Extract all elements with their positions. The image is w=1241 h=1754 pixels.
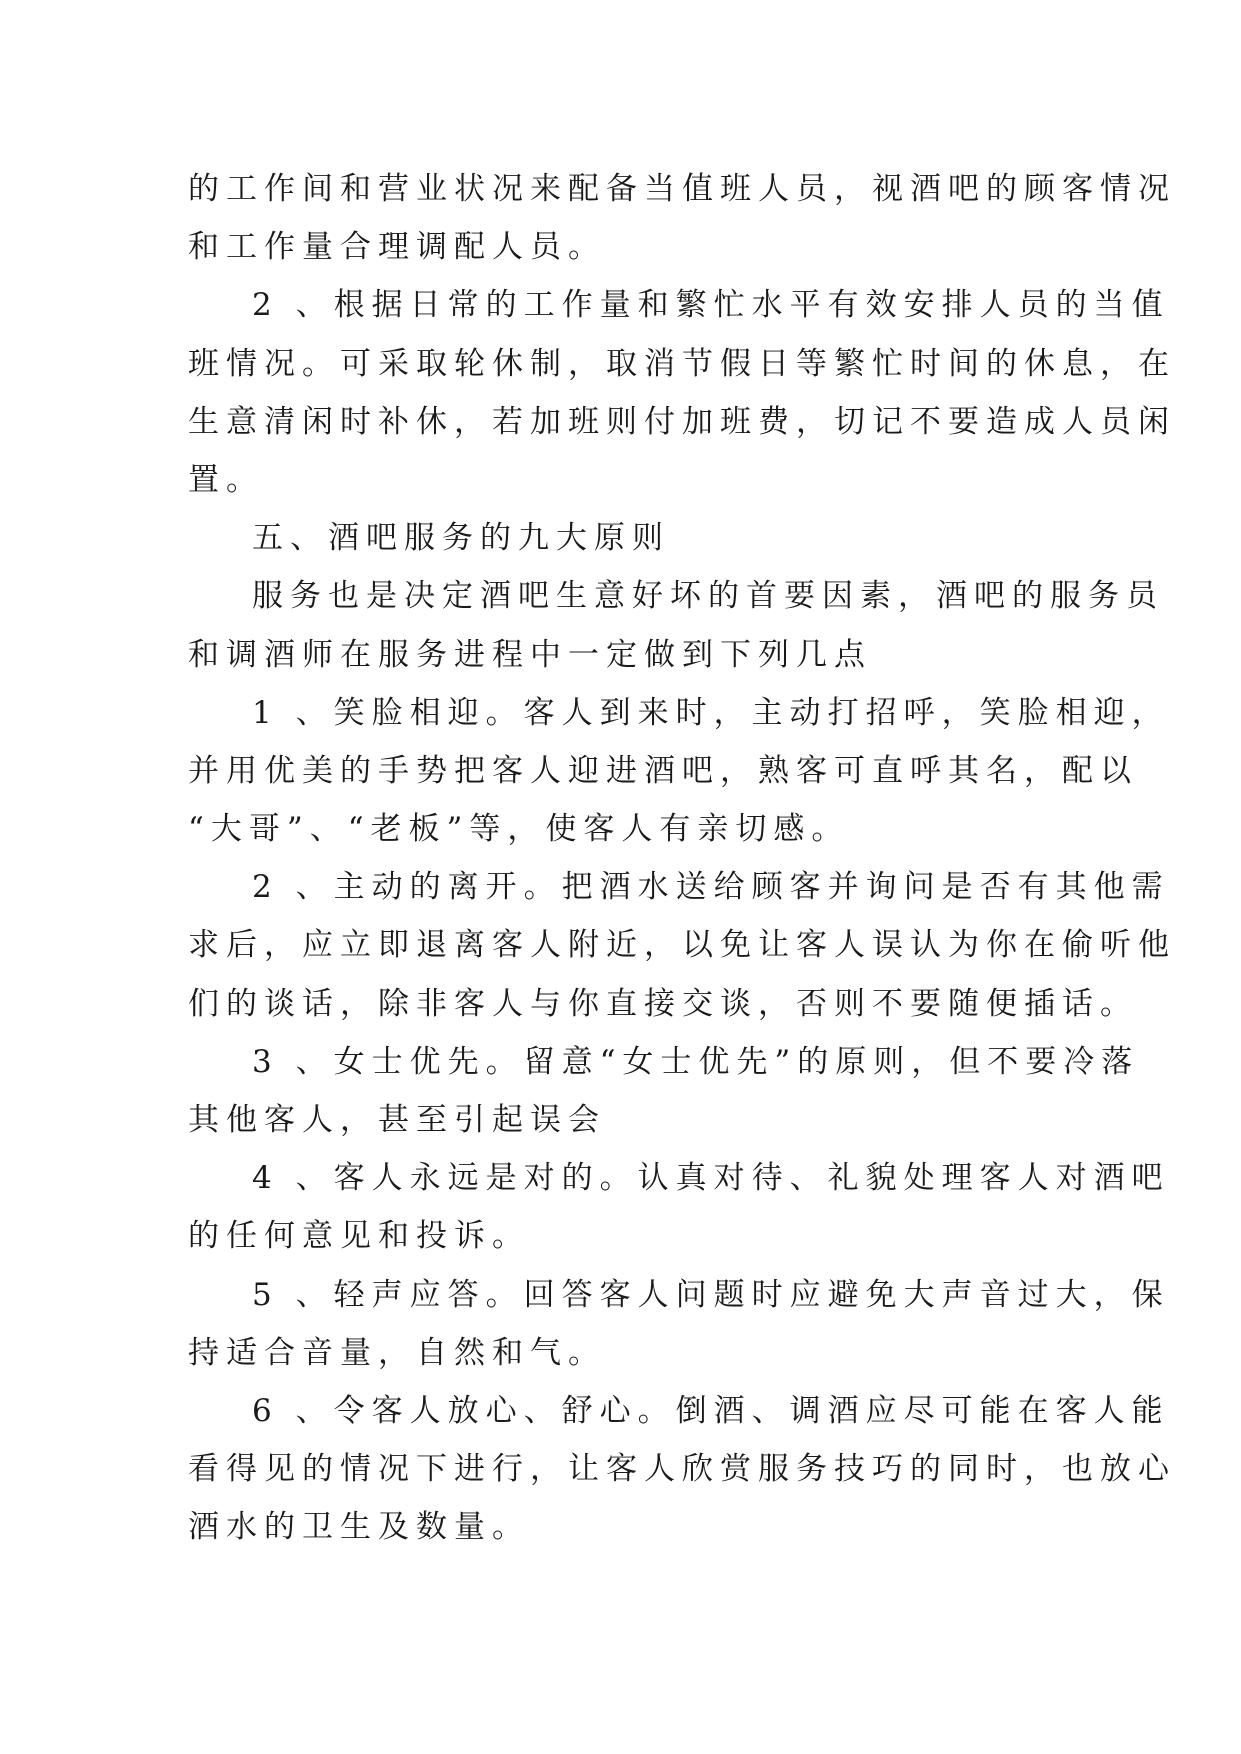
text-line: 置。 bbox=[188, 461, 264, 498]
body-text bbox=[188, 160, 1176, 1557]
text-line: 持适合音量，自然和气。 bbox=[188, 1334, 606, 1371]
text-line: 酒水的卫生及数量。 bbox=[188, 1509, 530, 1546]
text-line: 看得见的情况下进行，让客人欣赏服务技巧的同时，也放心 bbox=[188, 1451, 1176, 1488]
text-line: 其他客人，甚至引起误会 bbox=[188, 1102, 606, 1138]
text-line: 求后，应立即退离客人附近，以免让客人误认为你在偷听他 bbox=[188, 927, 1176, 964]
text-line: 3 、女士优先。留意“女士优先”的原则，但不要冷落 bbox=[252, 1043, 1140, 1080]
text-line: 服务也是决定酒吧生意好坏的首要因素，酒吧的服务员 bbox=[252, 578, 1164, 615]
text-line: 4 、客人永远是对的。认真对待、礼貌处理客人对酒吧 bbox=[252, 1160, 1170, 1197]
text-line: 们的谈话，除非客人与你直接交谈，否则不要随便插话。 bbox=[188, 985, 1138, 1022]
text-line: 6 、令客人放心、舒心。倒酒、调酒应尽可能在客人能 bbox=[252, 1392, 1170, 1429]
text-line: “大哥”、“老板”等，使客人有亲切感。 bbox=[188, 811, 850, 848]
section-heading: 五、酒吧服务的九大原则 bbox=[252, 520, 670, 557]
text-line: 生意清闲时补休，若加班则付加班费，切记不要造成人员闲 bbox=[188, 403, 1176, 440]
text-line: 2 、根据日常的工作量和繁忙水平有效安排人员的当值 bbox=[252, 287, 1170, 324]
text-line: 的工作间和营业状况来配备当值班人员，视酒吧的顾客情况 bbox=[188, 171, 1176, 207]
text-line: 2 、主动的离开。把酒水送给顾客并询问是否有其他需 bbox=[252, 869, 1170, 906]
text-line: 1 、笑脸相迎。客人到来时，主动打招呼，笑脸相迎， bbox=[252, 694, 1170, 731]
text-line: 5 、轻声应答。回答客人问题时应避免大声音过大，保 bbox=[252, 1276, 1170, 1313]
text-line: 班情况。可采取轮休制，取消节假日等繁忙时间的休息，在 bbox=[188, 345, 1176, 382]
text-line: 并用优美的手势把客人迎进酒吧，熟客可直呼其名，配以 bbox=[188, 752, 1138, 789]
text-line: 的任何意见和投诉。 bbox=[188, 1218, 530, 1255]
text-line: 和调酒师在服务进程中一定做到下列几点 bbox=[188, 636, 872, 673]
text-line: 和工作量合理调配人员。 bbox=[188, 229, 606, 266]
